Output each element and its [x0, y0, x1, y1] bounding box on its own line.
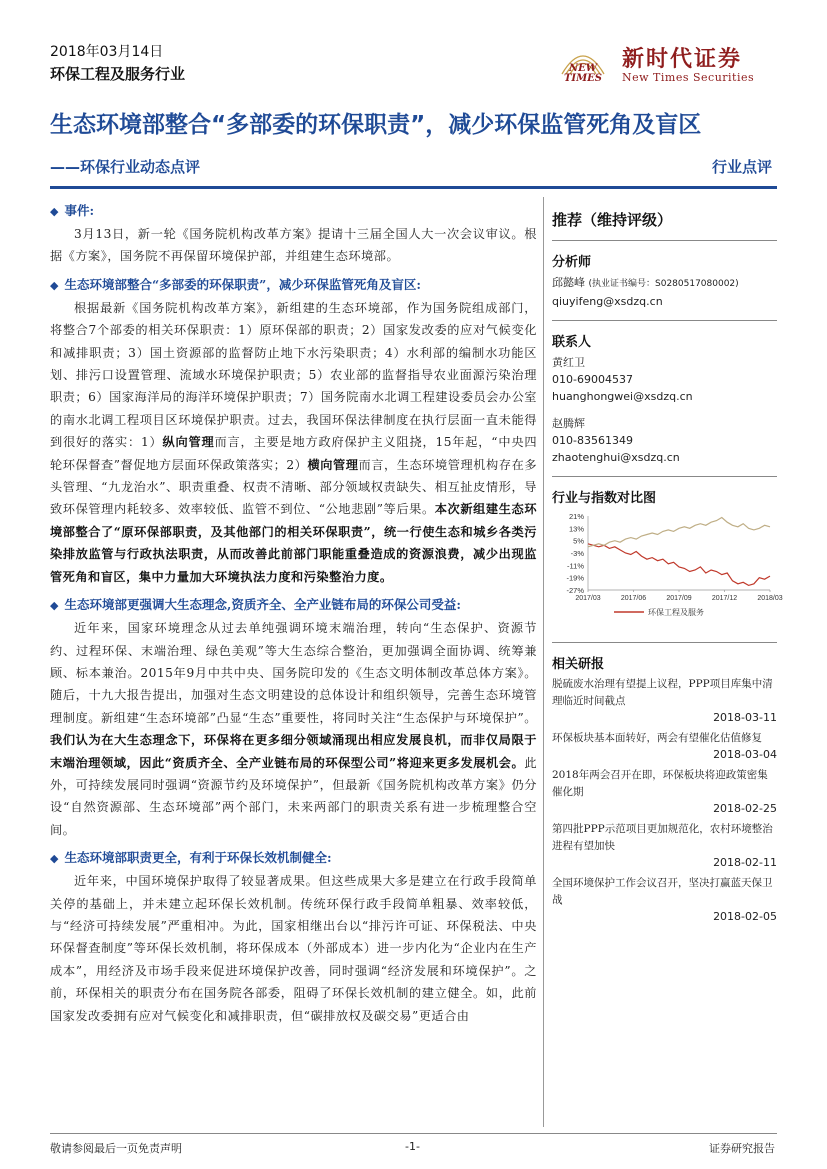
logo-name-cn: 新时代证券: [622, 46, 743, 72]
column-divider: [543, 197, 544, 1127]
report-title[interactable]: 2018年两会召开在即，环保板块将迎政策密集催化期: [552, 769, 768, 798]
paragraph: 根据最新《国务院机构改革方案》，新组建的生态环境部，作为国务院组成部门，将整合7个部委的相关环保职责：1）原环保部的职责；2）国家发改委的应对气候变化和减排职责；3）国土资源部的监督防止地下水污染职责；4）水利部的编制水功能区划、排污口设置管理、流域水环境保护职责；5）农业部的监督指导农业面源污染治理职责；6）国家海洋局的海洋环境保护职责；7）国务院南水北调工程建设委员会办公室的南水北调工程项目区环境保护职责。过去，我国环保法律制度在执行层面一直未能得到很好的落实：1）纵向管理而言，主要是地方政府保护主义阻挠，15年起，“中央四轮环保督查”督促地方层面环保政策落实；2）横向管理而言，生态环境管理机构存在多头管理、“九龙治水”、职责重叠、权责不清晰、部分领域权责缺失、相互扯皮情形，导致环保管理内耗较多、效率较低、监管不到位、“公地悲剧”等后果。本次新组建生态环境部整合了“原环保部职责，及其他部门的相关环保职责”，统一行使生态和城乡各类污染排放监管与行政执法职责，从而改善此前部门职能重叠造成的资源浪费，减少出现监管死角和盲区，集中力量加大环境执法力度和污染整治力度。: [50, 300, 538, 584]
company-logo: [556, 40, 786, 88]
analyst-heading: 分析师: [552, 255, 592, 270]
legend-label: 环保工程及服务: [648, 608, 704, 617]
comparison-chart-svg: [552, 512, 783, 632]
x-tick-label: 2017/12: [711, 595, 738, 602]
footer-report-type: 证券研究报告: [709, 1142, 775, 1155]
report-date: 2018-02-25: [713, 802, 777, 815]
section-heading: ◆ 事件:: [50, 200, 537, 223]
logo-mark-icon: [556, 44, 610, 84]
paragraph: 3月13日，新一轮《国务院机构改革方案》提请十三届全国人大一次会议审议。根据《方案》，国务院不再保留环境保护部，并组建生态环境部。: [50, 227, 537, 264]
contact-phone: 010-69004537: [552, 373, 633, 386]
section-heading: ◆ 生态环境部整合“多部委的环保职责”，减少环保监管死角及盲区:: [50, 274, 537, 297]
paragraph: 近年来，国家环境理念从过去单纯强调环境末端治理，转向“生态保护、资源节约、过程环保、末端治理、绿色美观”等大生态综合整治，更加强调全面协调、统筹兼顾、标本兼治。2015年9月中共中央、国务院印发的《生态文明体制改革总体方案》。随后，十九大报告提出，加强对生态文明建设的总体设计和组织领导，完善生态环境管理制度。新组建“生态环境部”凸显“生态”重要性，将同时关注“生态保护与环境保护”。我们认为在大生态理念下，环保将在更多细分领域涌现出相应发展良机，而非仅局限于末端治理领域，因此“资质齐全、全产业链布局的环保型公司”将迎来更多发展机会。此外，可持续发展同时强调“资源节约及环境保护”，但最新《国务院机构改革方案》仍分设“自然资源部、生态环境部”两个部门，未来两部门的职责关系有进一步梳理整合空间。: [50, 621, 537, 837]
comparison-chart: [552, 512, 783, 632]
related-reports-list: [552, 676, 777, 925]
main-content: [50, 200, 537, 1033]
svg-text:NEW: NEW: [569, 63, 597, 74]
analyst-cert: (执业证书编号：S0280517080002): [588, 279, 739, 289]
contact-email[interactable]: zhaotenghui@xsdzq.cn: [552, 451, 680, 464]
report-date: 2018-03-04: [713, 748, 777, 761]
y-tick-label: -3%: [570, 549, 584, 558]
diamond-bullet-icon: ◆: [50, 205, 59, 218]
chart-heading: 行业与指数对比图: [552, 491, 657, 506]
x-tick-label: 2018/03: [757, 595, 783, 602]
section-integration: [50, 274, 537, 588]
analyst-email[interactable]: qiuyifeng@xsdzq.cn: [552, 295, 663, 308]
header-divider: [50, 186, 777, 189]
section-heading: ◆ 生态环境部职责更全，有利于环保长效机制健全:: [50, 847, 537, 870]
report-title[interactable]: 环保板块基本面转好，两会有望催化估值修复: [552, 732, 762, 744]
report-title[interactable]: 第四批PPP示范项目更加规范化，农村环境整治进程有望加快: [552, 823, 773, 852]
report-date: 2018-02-05: [713, 910, 777, 923]
sidebar: [552, 200, 783, 929]
report-type-tag: 行业点评: [711, 158, 772, 176]
report-date: 2018-02-11: [713, 856, 777, 869]
related-heading: 相关研报: [552, 657, 605, 672]
diamond-bullet-icon: ◆: [50, 278, 59, 292]
paragraph: 近年来，中国环境保护取得了较显著成果。但这些成果大多是建立在行政手段简单关停的基础上，并未建立起环保长效机制。传统环保行政手段简单粗暴、效率较低，与“经济可持续发展”严重相冲。为此，国家相继出台以“排污许可证、环保税法、中央环保督查制度”等环保长效机制，将环保成本（外部成本）进一步内化为“企业内在生产成本”，用经济及市场手段来促进环境保护改善，同时强调“经济发展和环境保护”。之前，环保相关的职责分布在国务院各部委，阻碍了环保长效机制的建立健全。如，此前国家发改委拥有应对气候变化和减排职责，但“碳排放权及碳交易”更适合由: [50, 874, 537, 1023]
industry-name: 环保工程及服务行业: [50, 65, 186, 83]
x-tick-label: 2017/06: [620, 595, 647, 602]
y-tick-label: 5%: [573, 536, 584, 546]
x-tick-label: 2017/03: [575, 595, 601, 602]
footer-disclaimer[interactable]: 敬请参阅最后一页免责声明: [50, 1142, 182, 1155]
contact-name: 赵腾辉: [552, 417, 585, 430]
divider: [552, 642, 777, 643]
y-tick-label: -19%: [566, 573, 584, 583]
section-big-ecology: [50, 594, 537, 841]
svg-text:TIMES: TIMES: [563, 73, 603, 84]
y-tick-label: 21%: [568, 512, 584, 521]
report-title[interactable]: 脱硫废水治理有望提上议程，PPP项目库集中清理临近时间截点: [552, 678, 773, 707]
x-tick-label: 2017/09: [666, 595, 692, 602]
contact-name: 黄红卫: [552, 356, 585, 369]
section-long-term: [50, 847, 537, 1027]
divider: [552, 476, 777, 477]
analyst-line: [552, 274, 777, 293]
y-tick-label: 13%: [568, 524, 584, 534]
footer-divider: [50, 1133, 777, 1134]
diamond-bullet-icon: ◆: [50, 852, 59, 866]
section-heading: ◆ 生态环境部更强调大生态理念,资质齐全、全产业链布局的环保公司受益:: [50, 594, 537, 617]
series-line: [588, 544, 770, 586]
series-line: [588, 518, 770, 547]
page-subtitle: ——环保行业动态点评: [50, 158, 201, 176]
section-event: [50, 200, 537, 268]
contact-heading: 联系人: [552, 335, 592, 350]
page-title: 生态环境部整合“多部委的环保职责”，减少环保监管死角及盲区: [50, 112, 702, 138]
y-tick-label: -11%: [567, 561, 584, 571]
divider: [552, 240, 777, 241]
contact-email[interactable]: huanghongwei@xsdzq.cn: [552, 390, 693, 403]
rating: 推荐（维持评级）: [552, 211, 673, 229]
analyst-name: 邱懿峰: [552, 276, 585, 289]
diamond-bullet-icon: ◆: [50, 599, 59, 613]
report-date: 2018年03月14日: [50, 44, 164, 60]
page-number: -1-: [405, 1140, 420, 1153]
y-tick-label: -27%: [566, 586, 584, 595]
divider: [552, 320, 777, 321]
report-title[interactable]: 全国环境保护工作会议召开，坚决打赢蓝天保卫战: [552, 877, 773, 906]
logo-name-en: New Times Securities: [622, 71, 755, 84]
contact-phone: 010-83561349: [552, 434, 633, 447]
report-date: 2018-03-11: [713, 711, 777, 724]
